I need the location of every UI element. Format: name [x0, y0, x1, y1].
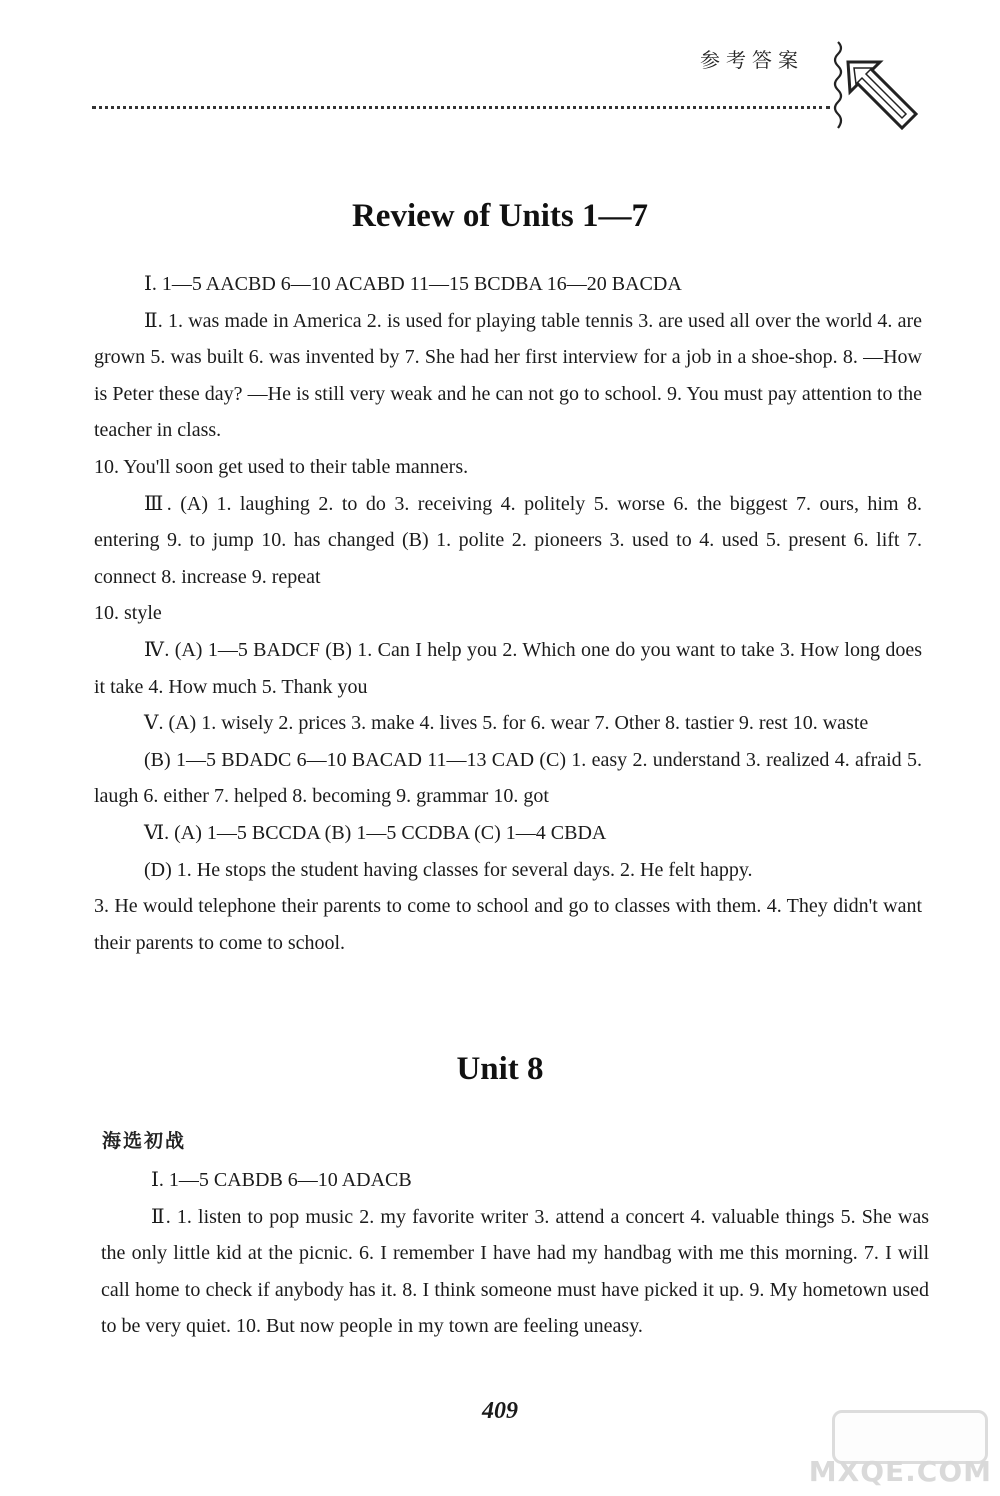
review-part-5b: (B) 1—5 BDADC 6—10 BACAD 11—13 CAD (C) 1. easy 2. understand 3. realized 4. afraid 5. laugh 6. either 7. helped 8. becoming 9. grammar 10. got [94, 748, 922, 808]
review-part-6d-cont: 3. He would telephone their parents to come to school and go to classes with them. 4. They didn't want their parents to come to school. [94, 895, 922, 954]
review-answers [94, 266, 922, 961]
review-part-3-cont: 10. style [94, 602, 162, 625]
watermark-url: MXQE.COM [808, 1455, 992, 1488]
review-part-5: Ⅴ. (A) 1. wisely 2. prices 3. make 4. lives 5. for 6. wear 7. Other 8. tastier 9. rest 10. waste [144, 712, 869, 735]
unit8-answers [101, 1162, 929, 1345]
review-part-3: Ⅲ. (A) 1. laughing 2. to do 3. receiving 4. politely 5. worse 6. the biggest 7. ours, him 8. entering 9. to jump 10. has changed (B) 1. polite 2. pioneers 3. used to 4. used 5. present 6. lift 7. connect 8. increase 9. repeat [94, 492, 922, 588]
unit8-part-1: Ⅰ. 1—5 CABDB 6—10 ADACB [151, 1169, 412, 1191]
unit8-section-title: Unit 8 [456, 1051, 544, 1087]
arrow-icon [832, 38, 922, 134]
header-dotted-rule [92, 106, 830, 109]
review-part-6: Ⅵ. (A) 1—5 BCCDA (B) 1—5 CCDBA (C) 1—4 CBDA [144, 821, 607, 844]
page-number: 409 [482, 1398, 518, 1424]
review-part-6d: (D) 1. He stops the student having classes for several days. 2. He felt happy. [144, 858, 753, 881]
review-section-title: Review of Units 1—7 [351, 198, 649, 234]
review-part-4: Ⅳ. (A) 1—5 BADCF (B) 1. Can I help you 2. Which one do you want to take 3. How long does it take 4. How much 5. Thank you [94, 638, 922, 698]
review-part-2-cont: 10. You'll soon get used to their table manners. [94, 455, 469, 478]
review-part-2: Ⅱ. 1. was made in America 2. is used for playing table tennis 3. are used all over the world 4. are grown 5. was built 6. was invented by 7. She had her first interview for a job in a shoe-shop. 8. —How is Peter these day? —He is still very weak and he can not go to school. 9. You must pay attention to the teacher in class. [94, 309, 922, 442]
unit8-part-2: Ⅱ. 1. listen to pop music 2. my favorite writer 3. attend a concert 4. valuable things 5. She was the only little kid at the picnic. 6. I remember I have had my handbag with me this morning. 7. I will call home to check if anybody has it. 8. I think someone must have picked it up. 9. My hometown used to be very quiet. 10. But now people in my town are feeling uneasy. [101, 1205, 929, 1338]
unit8-subheading: 海选初战 [102, 1130, 187, 1152]
running-header: 参考答案 [700, 48, 804, 72]
review-part-1: Ⅰ. 1—5 AACBD 6—10 ACABD 11—15 BCDBA 16—20 BACDA [144, 273, 682, 295]
